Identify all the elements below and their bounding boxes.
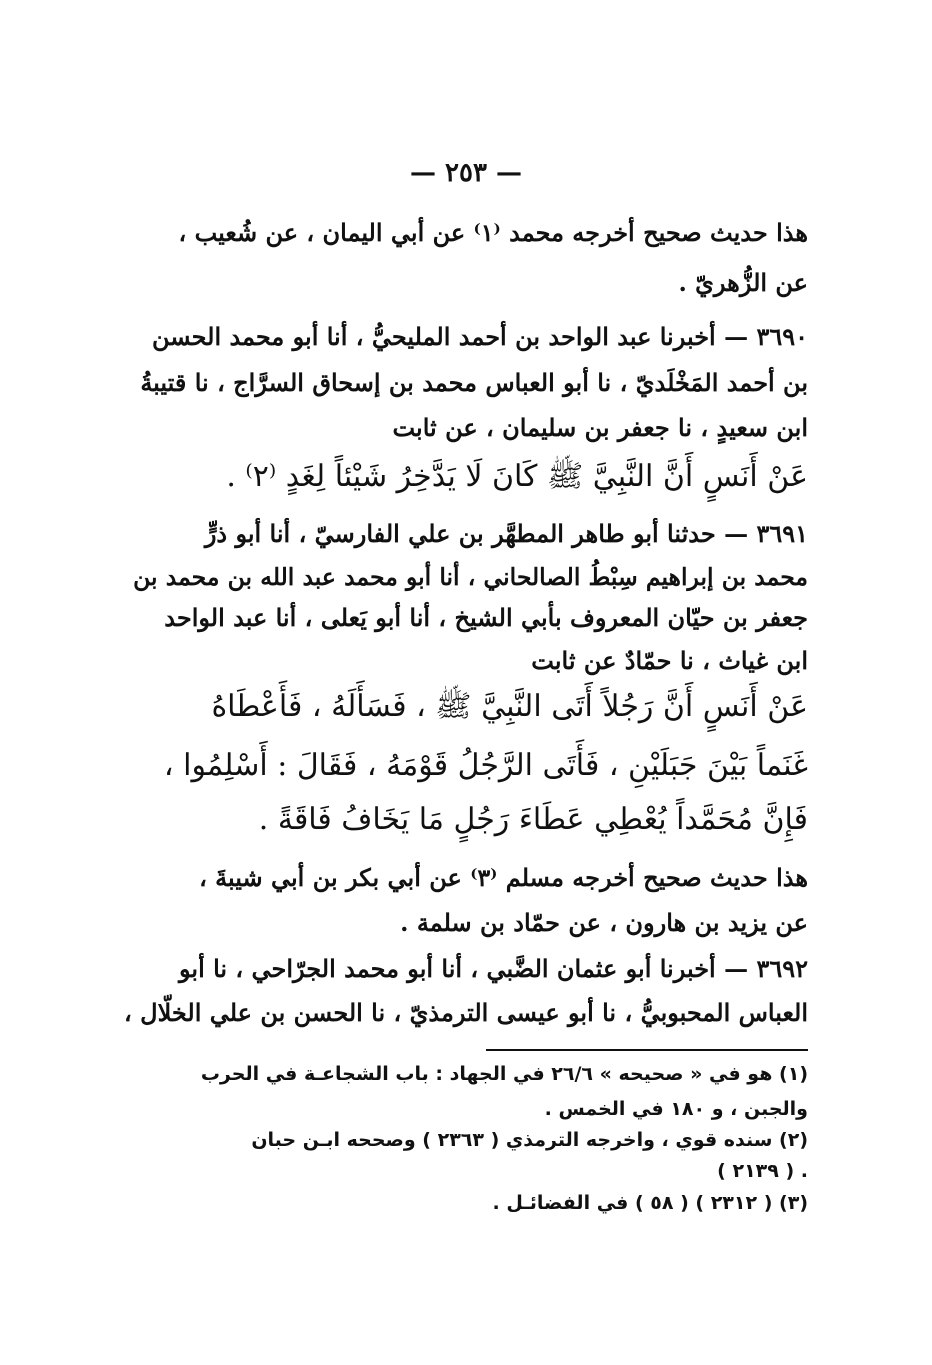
page-number: — ٢٥٣ — — [409, 158, 523, 188]
hadith-line: غَنَماً بَيْنَ جَبَلَيْنِ ، فَأَتَى الرَّجُلُ قَوْمَهُ ، فَقَالَ : أَسْلِمُوا ، — [163, 748, 808, 783]
text-line: عن الزُّهريّ . — [678, 268, 808, 297]
text-line: جعفر بن حيّان المعروف بأبي الشيخ ، أنا أبو يَعلى ، أنا عبد الواحد — [164, 603, 808, 632]
text-line: ابن سعيدٍ ، نا جعفر بن سليمان ، عن ثابت — [392, 413, 808, 442]
text-line: هذا حديث صحيح أخرجه محمد ⁽١⁾ عن أبي اليمان ، عن شُعيب ، — [178, 218, 808, 247]
text-line: محمد بن إبراهيم سِبْطُ الصالحاني ، أنا أبو محمد عبد الله بن محمد بن — [133, 563, 808, 591]
footnote-line: (١) هو في « صحيحه » ٢٦/٦ في الجهاد : باب الشجاعـة في الحرب — [200, 1063, 808, 1085]
hadith-line: فَإِنَّ مُحَمَّداً يُعْطِي عَطَاءَ رَجُلٍ مَا يَخَافُ فَاقَةً . — [258, 802, 808, 837]
footnote-line: (٣) ( ٢٣١٢ ) ( ٥٨ ) في الفضائـل . — [492, 1192, 808, 1214]
footnote-separator — [486, 1049, 808, 1051]
text-line: ٣٦٩٢ — أخبرنا أبو عثمان الضَّبي ، أنا أبو محمد الجرّاحي ، نا أبو — [178, 954, 808, 983]
footnote-line: (٢) سنده قوي ، واخرجه الترمذي ( ٢٣٦٣ ) وصححه ابـن حبان — [251, 1129, 808, 1151]
text-line: ٣٦٩٠ — أخبرنا عبد الواحد بن أحمد المليحيُّ ، أنا أبو محمد الحسن — [151, 322, 808, 351]
text-line: هذا حديث صحيح أخرجه مسلم ⁽٣⁾ عن أبي بكر بن أبي شيبةَ ، — [199, 863, 808, 892]
hadith-line: عَنْ أَنَسٍ أَنَّ رَجُلاً أَتَى النَّبِيَّ ﷺ ، فَسَأَلَهُ ، فَأَعْطَاهُ — [211, 689, 808, 724]
footnote-line: والجبن ، و ١٨٠ في الخمس . — [544, 1098, 808, 1120]
hadith-line: عَنْ أَنَسٍ أَنَّ النَّبِيَّ ﷺ كَانَ لَا يَدَّخِرُ شَيْئاً لِغَدٍ ⁽٢⁾ . — [226, 459, 808, 494]
text-line: بن أحمد المَخْلَديّ ، نا أبو العباس محمد بن إسحاق السرَّاج ، نا قتيبةُ — [140, 368, 808, 397]
text-line: العباس المحبوبيُّ ، نا أبو عيسى الترمذيّ ، نا الحسن بن علي الخلّال ، — [124, 998, 808, 1027]
footnote-line: ( ٢١٣٩ ) . — [717, 1160, 808, 1182]
text-line: عن يزيد بن هارون ، عن حمّاد بن سلمة . — [400, 908, 808, 937]
text-line: ابن غياث ، نا حمّادٌ عن ثابت — [531, 646, 808, 675]
text-line: ٣٦٩١ — حدثنا أبو طاهر المطهَّر بن علي الفارسيّ ، أنا أبو ذرٍّ — [204, 519, 808, 548]
